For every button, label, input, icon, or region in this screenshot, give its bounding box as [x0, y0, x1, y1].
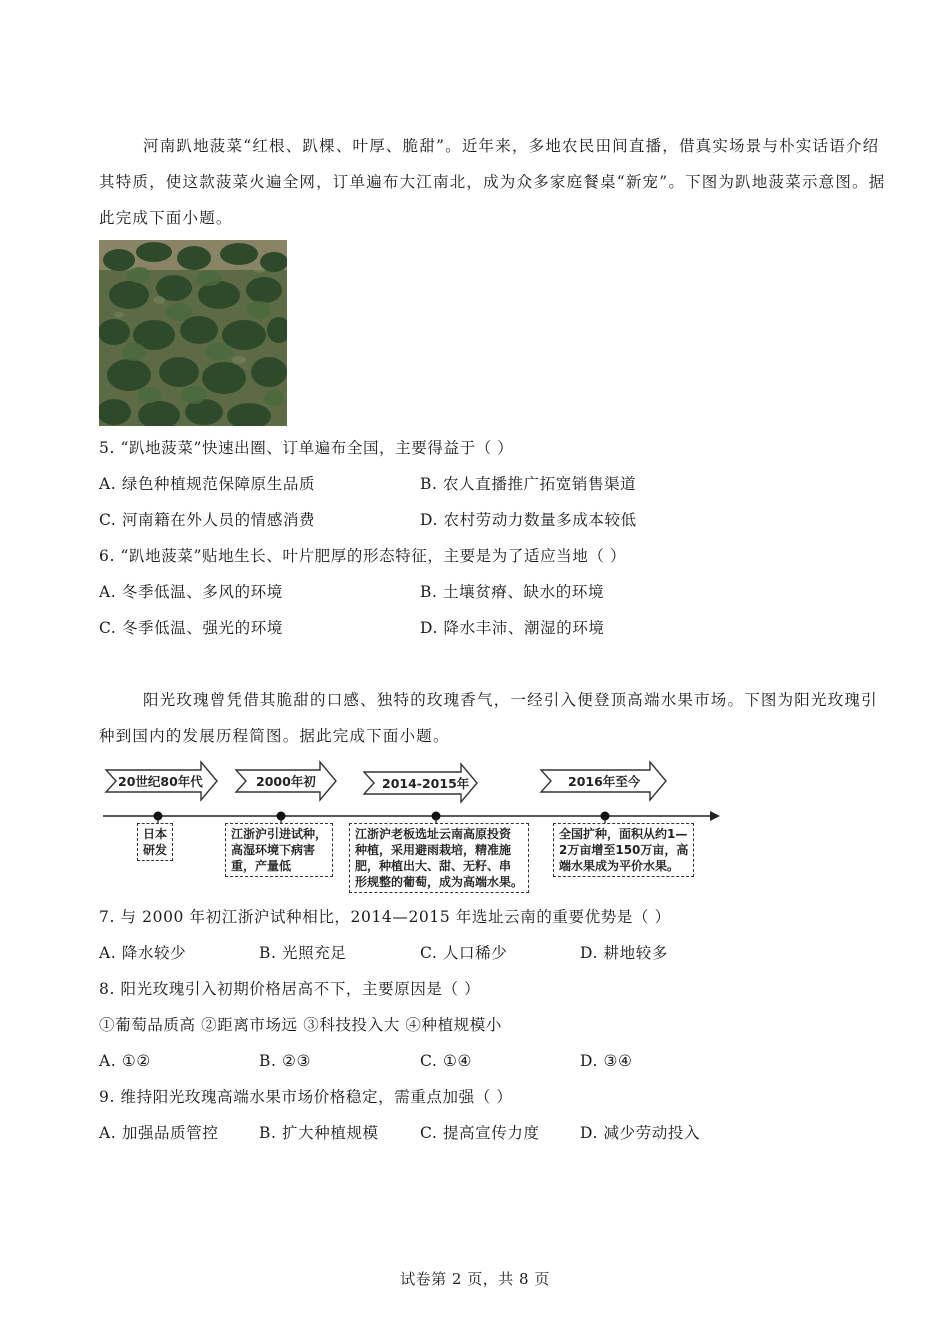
stage-label-4: 2016年至今 — [568, 774, 641, 789]
q8-stem: 8. 阳光玫瑰引入初期价格居高不下，主要原因是（ ） — [99, 980, 481, 998]
q8-option-c[interactable]: C. ①④ — [420, 1052, 472, 1070]
passage-spinach-line1: 河南趴地菠菜“红根、趴棵、叶厚、脆甜”。近年来，多地农民田间直播，借真实场景与朴实话语介绍 — [143, 137, 880, 155]
passage-spinach — [99, 128, 886, 236]
q9-stem: 9. 维持阳光玫瑰高端水果市场价格稳定，需重点加强（ ） — [99, 1088, 513, 1106]
passage-spinach-line2: 其特质，使这款菠菜火遍全网，订单遍布大江南北，成为众多家庭餐桌“新宠”。下图为趴地菠菜示意图。据 — [99, 173, 886, 191]
q5-option-c[interactable]: C. 河南籍在外人员的情感消费 — [99, 511, 316, 529]
q5-option-d[interactable]: D. 农村劳动力数量多成本较低 — [420, 511, 637, 529]
q5-stem: 5. “趴地菠菜”快速出圈、订单遍布全国，主要得益于（ ） — [99, 439, 514, 457]
q9-option-d[interactable]: D. 减少劳动投入 — [580, 1124, 701, 1142]
q6-option-c[interactable]: C. 冬季低温、强光的环境 — [99, 619, 283, 637]
q6-option-a[interactable]: A. 冬季低温、多风的环境 — [99, 583, 283, 601]
page-footer: 试卷第 2 页，共 8 页 — [400, 1270, 550, 1288]
q7-stem: 7. 与 2000 年初江浙沪试种相比，2014—2015 年选址云南的重要优势是（ ） — [99, 908, 671, 926]
q6-stem: 6. “趴地菠菜”贴地生长、叶片肥厚的形态特征，主要是为了适应当地（ ） — [99, 547, 627, 565]
grape-timeline — [98, 758, 728, 898]
stage-label-2: 2000年初 — [256, 774, 316, 789]
stage-desc-1: 日本 研发 — [137, 823, 173, 861]
spinach-photo — [99, 240, 287, 426]
q9-option-a[interactable]: A. 加强品质管控 — [99, 1124, 219, 1142]
stage-desc-3: 江浙沪老板选址云南高原投资 种植，采用避雨栽培，精准施 肥，种植出大、甜、无籽、串 形规整的葡萄，成为高端水果。 — [349, 823, 529, 893]
q9-option-b[interactable]: B. 扩大种植规模 — [259, 1124, 379, 1142]
q9-option-c[interactable]: C. 提高宣传力度 — [420, 1124, 540, 1142]
q5-option-a[interactable]: A. 绿色种植规范保障原生品质 — [99, 475, 316, 493]
stage-desc-4: 全国扩种，面积从约1— 2万亩增至150万亩，高 端水果成为平价水果。 — [553, 823, 694, 877]
stage-desc-2: 江浙沪引进试种， 高湿环境下病害 重，产量低 — [225, 823, 333, 877]
passage-grape-line2: 种到国内的发展历程简图。据此完成下面小题。 — [99, 727, 450, 745]
q8-option-d[interactable]: D. ③④ — [580, 1052, 633, 1070]
passage-grape-line1: 阳光玫瑰曾凭借其脆甜的口感、独特的玫瑰香气，一经引入便登顶高端水果市场。下图为阳光玫瑰引 — [143, 691, 878, 709]
passage-spinach-line3: 此完成下面小题。 — [99, 209, 233, 227]
q8-option-a[interactable]: A. ①② — [99, 1052, 151, 1070]
passage-grape — [99, 682, 878, 754]
q7-option-b[interactable]: B. 光照充足 — [259, 944, 347, 962]
q7-option-a[interactable]: A. 降水较少 — [99, 944, 187, 962]
q6-option-b[interactable]: B. 土壤贫瘠、缺水的环境 — [420, 583, 605, 601]
stage-label-3: 2014-2015年 — [382, 776, 470, 791]
q8-items: ①葡萄品质高 ②距离市场远 ③科技投入大 ④种植规模小 — [99, 1016, 502, 1034]
q6-option-d[interactable]: D. 降水丰沛、潮湿的环境 — [420, 619, 605, 637]
q7-option-d[interactable]: D. 耕地较多 — [580, 944, 668, 962]
q7-option-c[interactable]: C. 人口稀少 — [420, 944, 508, 962]
stage-label-1: 20世纪80年代 — [118, 774, 203, 789]
q8-option-b[interactable]: B. ②③ — [259, 1052, 312, 1070]
q5-option-b[interactable]: B. 农人直播推广拓宽销售渠道 — [420, 475, 637, 493]
